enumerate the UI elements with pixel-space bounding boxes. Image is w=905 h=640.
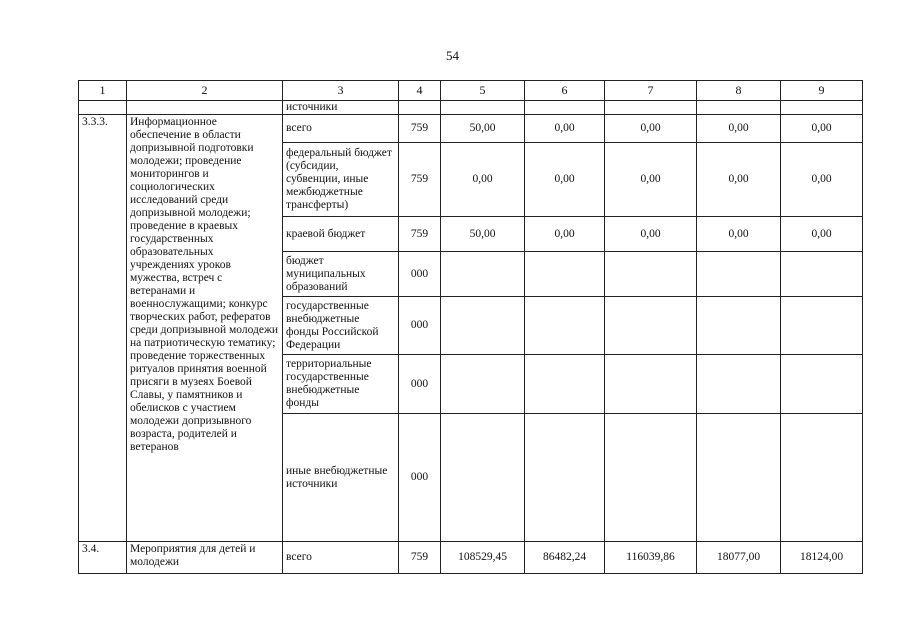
value-cell: 18124,00 bbox=[781, 542, 863, 574]
table-row bbox=[79, 115, 863, 143]
value-cell: 0,00 bbox=[781, 217, 863, 252]
item-name: Мероприятия для детей и молодежи bbox=[127, 542, 283, 574]
value-cell bbox=[525, 252, 605, 297]
value-cell: 0,00 bbox=[605, 143, 697, 217]
source-cell: государственные внебюджетные фонды Российской Федерации bbox=[283, 297, 399, 355]
source-cell: иные внебюджетные источники bbox=[283, 414, 399, 542]
header-col-4: 4 bbox=[399, 81, 441, 101]
source-cell: краевой бюджет bbox=[283, 217, 399, 252]
source-cell: федеральный бюджет (субсидии, субвенции, иные межбюджетные трансферты) bbox=[283, 143, 399, 217]
header-col-1: 1 bbox=[79, 81, 127, 101]
value-cell bbox=[525, 414, 605, 542]
item-number: 3.3.3. bbox=[79, 115, 127, 542]
value-cell: 0,00 bbox=[781, 143, 863, 217]
value-cell bbox=[697, 252, 781, 297]
value-cell: 0,00 bbox=[697, 143, 781, 217]
value-cell: 0,00 bbox=[605, 217, 697, 252]
value-cell bbox=[781, 297, 863, 355]
header-col-2: 2 bbox=[127, 81, 283, 101]
item-name: Информационное обеспечение в области допризывной подготовки молодежи; проведение мониторингов и социологических исследований среди допризывной молодежи; проведение в краевых государственных образовательных учреждениях уроков мужества, встреч с ветеранами и военнослужащими; конкурс творческих работ, рефератов среди допризывной молодежи на патриотическую тематику; проведение торжественных ритуалов принятия военной присяги в музеях Боевой Славы, у памятников и обелисков с участием молодежи допризывного возраста, родителей и ветеранов bbox=[127, 115, 283, 542]
code-cell: 759 bbox=[399, 143, 441, 217]
value-cell bbox=[697, 355, 781, 414]
source-cell: всего bbox=[283, 542, 399, 574]
value-cell: 0,00 bbox=[525, 115, 605, 143]
value-cell bbox=[441, 355, 525, 414]
source-cell: бюджет муниципальных образований bbox=[283, 252, 399, 297]
value-cell bbox=[441, 414, 525, 542]
value-cell bbox=[441, 252, 525, 297]
value-cell: 50,00 bbox=[441, 115, 525, 143]
code-cell: 000 bbox=[399, 414, 441, 542]
header-col-8: 8 bbox=[697, 81, 781, 101]
value-cell: 0,00 bbox=[605, 115, 697, 143]
value-cell bbox=[605, 297, 697, 355]
code-cell: 000 bbox=[399, 297, 441, 355]
value-cell bbox=[525, 297, 605, 355]
budget-table bbox=[78, 80, 863, 574]
item-number: 3.4. bbox=[79, 542, 127, 574]
source-cell: территориальные государственные внебюджетные фонды bbox=[283, 355, 399, 414]
value-cell: 0,00 bbox=[781, 115, 863, 143]
value-cell: 0,00 bbox=[697, 115, 781, 143]
value-cell: 50,00 bbox=[441, 217, 525, 252]
value-cell bbox=[605, 355, 697, 414]
source-cell: всего bbox=[283, 115, 399, 143]
header-col-5: 5 bbox=[441, 81, 525, 101]
value-cell bbox=[441, 297, 525, 355]
value-cell: 108529,45 bbox=[441, 542, 525, 574]
header-col-3: 3 bbox=[283, 81, 399, 101]
value-cell: 0,00 bbox=[525, 143, 605, 217]
header-col-6: 6 bbox=[525, 81, 605, 101]
value-cell: 86482,24 bbox=[525, 542, 605, 574]
value-cell: 0,00 bbox=[697, 217, 781, 252]
code-cell: 000 bbox=[399, 355, 441, 414]
value-cell bbox=[781, 414, 863, 542]
code-cell: 759 bbox=[399, 542, 441, 574]
code-cell: 759 bbox=[399, 217, 441, 252]
continuation-row bbox=[79, 101, 863, 115]
value-cell bbox=[781, 252, 863, 297]
header-col-9: 9 bbox=[781, 81, 863, 101]
value-cell bbox=[605, 252, 697, 297]
value-cell: 0,00 bbox=[525, 217, 605, 252]
value-cell bbox=[525, 355, 605, 414]
value-cell: 0,00 bbox=[441, 143, 525, 217]
value-cell bbox=[781, 355, 863, 414]
header-col-7: 7 bbox=[605, 81, 697, 101]
value-cell bbox=[697, 414, 781, 542]
value-cell bbox=[605, 414, 697, 542]
table-row bbox=[79, 542, 863, 574]
continuation-source: источники bbox=[283, 101, 399, 115]
page-number: 54 bbox=[446, 48, 459, 63]
header-row bbox=[79, 81, 863, 101]
code-cell: 000 bbox=[399, 252, 441, 297]
value-cell: 18077,00 bbox=[697, 542, 781, 574]
value-cell bbox=[697, 297, 781, 355]
value-cell: 116039,86 bbox=[605, 542, 697, 574]
code-cell: 759 bbox=[399, 115, 441, 143]
